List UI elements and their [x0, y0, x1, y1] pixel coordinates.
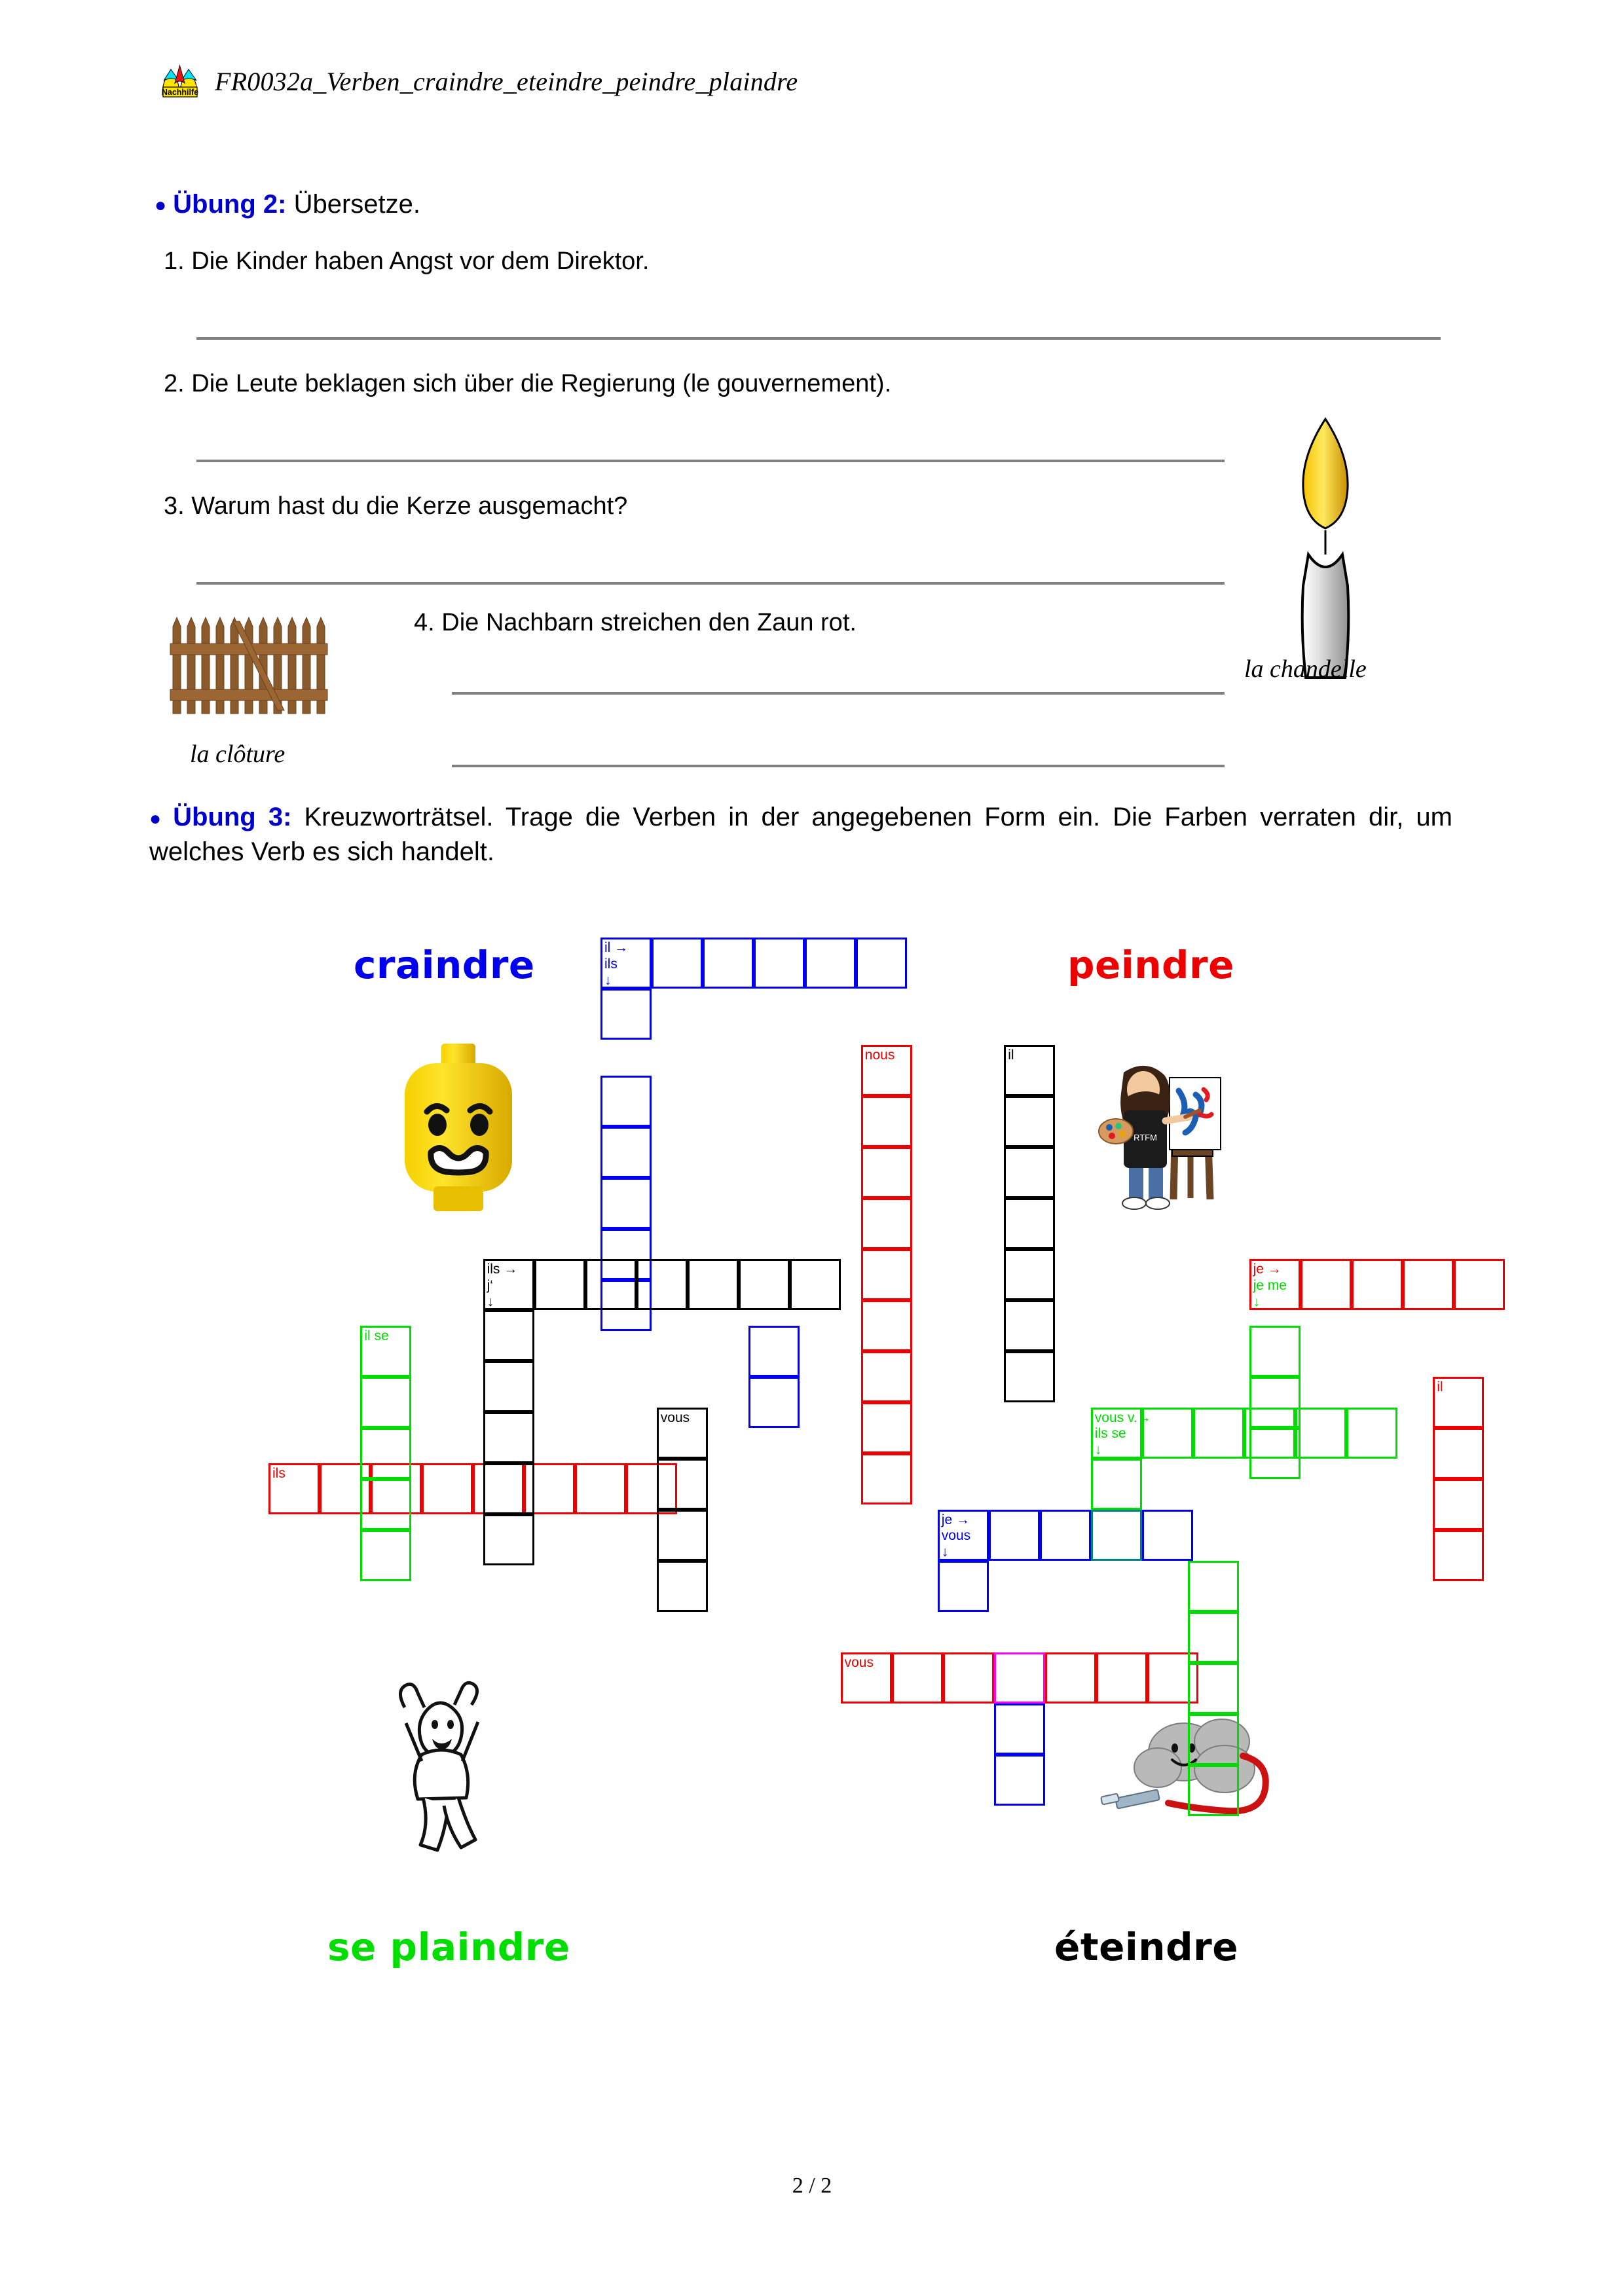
crossword-cell[interactable] — [989, 1510, 1040, 1561]
crossword-clue — [268, 1463, 320, 1514]
question-3: 3. Warum hast du die Kerze ausgemacht? — [164, 492, 628, 520]
crossword-cell[interactable] — [600, 1127, 652, 1178]
clue-line: il → — [604, 940, 629, 955]
crossword-cell[interactable] — [600, 1280, 652, 1331]
crossword-cell[interactable] — [371, 1463, 422, 1514]
crossword-cell[interactable] — [748, 1377, 800, 1428]
answer-line-4b[interactable] — [452, 765, 1225, 767]
crossword-cell[interactable] — [861, 1096, 912, 1147]
clue-line: vous — [941, 1528, 971, 1544]
verb-title-craindre: craindre — [354, 943, 535, 987]
crossword-cell[interactable] — [1193, 1408, 1244, 1459]
verb-title-se-plaindre: se plaindre — [327, 1925, 570, 1969]
crossword-clue — [841, 1652, 892, 1704]
crossword-clue — [1433, 1377, 1484, 1428]
crossword-cell[interactable] — [1346, 1408, 1397, 1459]
crossword-cell[interactable] — [473, 1463, 524, 1514]
exercise-3-label: Übung 3: — [173, 803, 292, 831]
answer-line-3[interactable] — [196, 582, 1225, 585]
crossword-cell[interactable] — [861, 1147, 912, 1198]
crossword-cell[interactable] — [861, 1300, 912, 1351]
fence-image — [168, 612, 364, 717]
crossword-clue — [600, 938, 652, 989]
crossword-cell[interactable] — [688, 1259, 739, 1310]
crossword-cell[interactable] — [861, 1453, 912, 1504]
lego-head-image — [393, 1041, 524, 1218]
answer-line-1[interactable] — [196, 337, 1441, 340]
crossword-cell[interactable] — [585, 1259, 637, 1310]
answer-line-4a[interactable] — [452, 692, 1225, 695]
page-footer: 2 / 2 — [792, 2174, 832, 2198]
clue-line: ils → — [487, 1262, 518, 1277]
crossword-cell[interactable] — [861, 1249, 912, 1300]
crossword-clue — [360, 1326, 411, 1377]
clue-line: vous — [660, 1410, 690, 1425]
crossword-cell[interactable] — [861, 1198, 912, 1249]
clue-line: je → — [1253, 1262, 1282, 1277]
crossword-cell[interactable] — [754, 938, 805, 989]
crossword-cell[interactable] — [422, 1463, 473, 1514]
crossword-cell[interactable] — [575, 1463, 626, 1514]
answer-line-2[interactable] — [196, 460, 1225, 462]
candle-caption: la chandelle — [1244, 655, 1367, 683]
crossword-cell[interactable] — [483, 1412, 534, 1463]
crossword-cell[interactable] — [1244, 1408, 1295, 1459]
crossword-cell[interactable] — [1004, 1045, 1055, 1096]
crossword-cell[interactable] — [320, 1463, 371, 1514]
verb-title-peindre: peindre — [1067, 943, 1234, 987]
crossword-cell[interactable] — [1249, 1377, 1301, 1428]
crossword-cell[interactable] — [657, 1459, 708, 1510]
crossword-cell[interactable] — [483, 1310, 534, 1361]
crossword-cell[interactable] — [534, 1259, 585, 1310]
crossword-cell[interactable] — [1091, 1459, 1142, 1510]
clue-line: ↓ — [941, 1544, 949, 1560]
crossword-cell[interactable] — [1249, 1259, 1301, 1310]
svg-text:Nachhilfe: Nachhilfe — [161, 88, 199, 97]
crossword-cell[interactable] — [483, 1361, 534, 1412]
crossword-cell[interactable] — [805, 938, 856, 989]
crossword-cell[interactable] — [994, 1704, 1045, 1755]
crossword-cell[interactable] — [938, 1561, 989, 1612]
crossword-cell[interactable] — [524, 1463, 575, 1514]
crossword-cell[interactable] — [652, 938, 703, 989]
crossword-clue — [657, 1408, 708, 1459]
crossword-cell[interactable] — [600, 989, 652, 1040]
crossword-cell[interactable] — [360, 1428, 411, 1479]
crossword-cell[interactable] — [1433, 1377, 1484, 1428]
crossword-cell[interactable] — [994, 1652, 1045, 1704]
crossword-cell[interactable] — [1188, 1612, 1239, 1663]
crossword-cell[interactable] — [861, 1351, 912, 1402]
complaining-person-image — [367, 1676, 517, 1872]
crossword-cell[interactable] — [637, 1259, 688, 1310]
clue-line: ils — [604, 956, 618, 972]
crossword-cell[interactable] — [1301, 1259, 1352, 1310]
crossword-cell[interactable] — [790, 1259, 841, 1310]
crossword-cell[interactable] — [1188, 1561, 1239, 1612]
bullet-icon: ● — [155, 194, 167, 217]
crossword-cell[interactable] — [1352, 1259, 1403, 1310]
clue-line: ↓ — [487, 1294, 494, 1309]
crossword-cell[interactable] — [1433, 1530, 1484, 1581]
crossword-cell[interactable] — [600, 1076, 652, 1127]
crossword-cell[interactable] — [657, 1510, 708, 1561]
crossword-cell[interactable] — [1040, 1510, 1091, 1561]
crossword-cell[interactable] — [657, 1408, 708, 1459]
cloud-blower-image — [1087, 1696, 1283, 1840]
crossword-cell[interactable] — [1249, 1428, 1301, 1479]
clue-line: ↓ — [604, 972, 612, 988]
verb-title-éteindre: éteindre — [1054, 1925, 1239, 1969]
crossword-cell[interactable] — [1004, 1351, 1055, 1402]
document-header — [160, 62, 798, 100]
painter-image — [1061, 1034, 1244, 1218]
question-2: 2. Die Leute beklagen sich über die Regierung (le gouvernement). — [164, 370, 892, 397]
crossword-cell[interactable] — [1004, 1249, 1055, 1300]
crossword-cell[interactable] — [1091, 1408, 1151, 1459]
crossword-cell[interactable] — [943, 1652, 994, 1704]
clue-line: ils — [272, 1466, 286, 1482]
clue-line: il se — [364, 1328, 389, 1343]
crossword-cell[interactable] — [483, 1514, 534, 1565]
crossword-cell[interactable] — [1433, 1479, 1484, 1530]
crossword-cell[interactable] — [994, 1755, 1045, 1806]
crossword-cell[interactable] — [861, 1402, 912, 1453]
crossword-cell[interactable] — [360, 1326, 411, 1377]
clue-line: ↓ — [1094, 1442, 1102, 1458]
crossword-cell[interactable] — [626, 1463, 677, 1514]
nachhilfe-logo-icon — [160, 62, 200, 100]
crossword-cell[interactable] — [856, 938, 907, 989]
clue-line: ↓ — [1253, 1294, 1261, 1309]
crossword-cell[interactable] — [1004, 1198, 1055, 1249]
question-1: 1. Die Kinder haben Angst vor dem Direktor. — [164, 247, 650, 275]
crossword-clue — [1249, 1259, 1301, 1310]
crossword-cell[interactable] — [600, 938, 652, 989]
crossword-clue — [483, 1259, 534, 1310]
crossword-cell[interactable] — [1004, 1096, 1055, 1147]
crossword-cell[interactable] — [360, 1530, 411, 1581]
crossword-clue — [938, 1510, 989, 1561]
crossword-cell[interactable] — [1403, 1259, 1454, 1310]
crossword-clue — [1091, 1408, 1151, 1459]
crossword-cell[interactable] — [268, 1463, 320, 1514]
clue-line: je → — [941, 1512, 970, 1527]
crossword-cell[interactable] — [657, 1561, 708, 1612]
crossword-cell[interactable] — [1249, 1326, 1301, 1377]
exercise-3-instruction: Kreuzworträtsel. Trage die Verben in der angegebenen Form ein. Die Farben verraten dir, um welches Verb es sich handelt. — [149, 803, 1452, 866]
question-4: 4. Die Nachbarn streichen den Zaun rot. — [414, 609, 857, 636]
crossword-cell[interactable] — [483, 1463, 534, 1514]
document-title: FR0032a_Verben_craindre_eteindre_peindre_plaindre — [215, 66, 798, 96]
clue-line: nous — [864, 1047, 895, 1063]
crossword-cell[interactable] — [1091, 1510, 1142, 1561]
svg-text:RTFM: RTFM — [1134, 1133, 1157, 1142]
crossword-cell[interactable] — [1454, 1259, 1505, 1310]
crossword-cell[interactable] — [748, 1326, 800, 1377]
fence-caption: la clôture — [190, 740, 286, 768]
crossword-cell[interactable] — [841, 1652, 892, 1704]
crossword-cell[interactable] — [861, 1045, 912, 1096]
crossword-cell[interactable] — [938, 1510, 989, 1561]
candle-image — [1257, 416, 1401, 691]
crossword-cell[interactable] — [703, 938, 754, 989]
clue-line: vous v.→ — [1094, 1410, 1151, 1425]
crossword-cell[interactable] — [1142, 1408, 1193, 1459]
crossword-cell[interactable] — [600, 1229, 652, 1280]
clue-line: ils se — [1094, 1426, 1126, 1442]
crossword-clue — [1004, 1045, 1055, 1096]
crossword-cell[interactable] — [360, 1479, 411, 1530]
crossword-cell[interactable] — [1004, 1147, 1055, 1198]
crossword-cell[interactable] — [1004, 1300, 1055, 1351]
crossword-cell[interactable] — [1295, 1408, 1346, 1459]
clue-line: je me — [1253, 1278, 1287, 1294]
clue-line: j‘ — [487, 1278, 493, 1294]
crossword-cell[interactable] — [1142, 1510, 1193, 1561]
exercise-2-heading — [155, 190, 420, 219]
crossword-clue — [861, 1045, 912, 1096]
clue-line: il — [1008, 1047, 1014, 1063]
crossword-cell[interactable] — [483, 1259, 534, 1310]
crossword-cell[interactable] — [739, 1259, 790, 1310]
bullet-icon-2: ● — [149, 807, 167, 829]
exercise-3-heading — [149, 800, 1452, 869]
clue-line: il — [1437, 1379, 1443, 1394]
exercise-2-label: Übung 2: — [173, 190, 287, 219]
clue-line: vous — [844, 1655, 874, 1670]
crossword-cell[interactable] — [360, 1377, 411, 1428]
crossword-cell[interactable] — [1433, 1428, 1484, 1479]
crossword-cell[interactable] — [892, 1652, 943, 1704]
crossword-cell[interactable] — [600, 1178, 652, 1229]
exercise-2-instruction: Übersetze. — [293, 190, 420, 219]
